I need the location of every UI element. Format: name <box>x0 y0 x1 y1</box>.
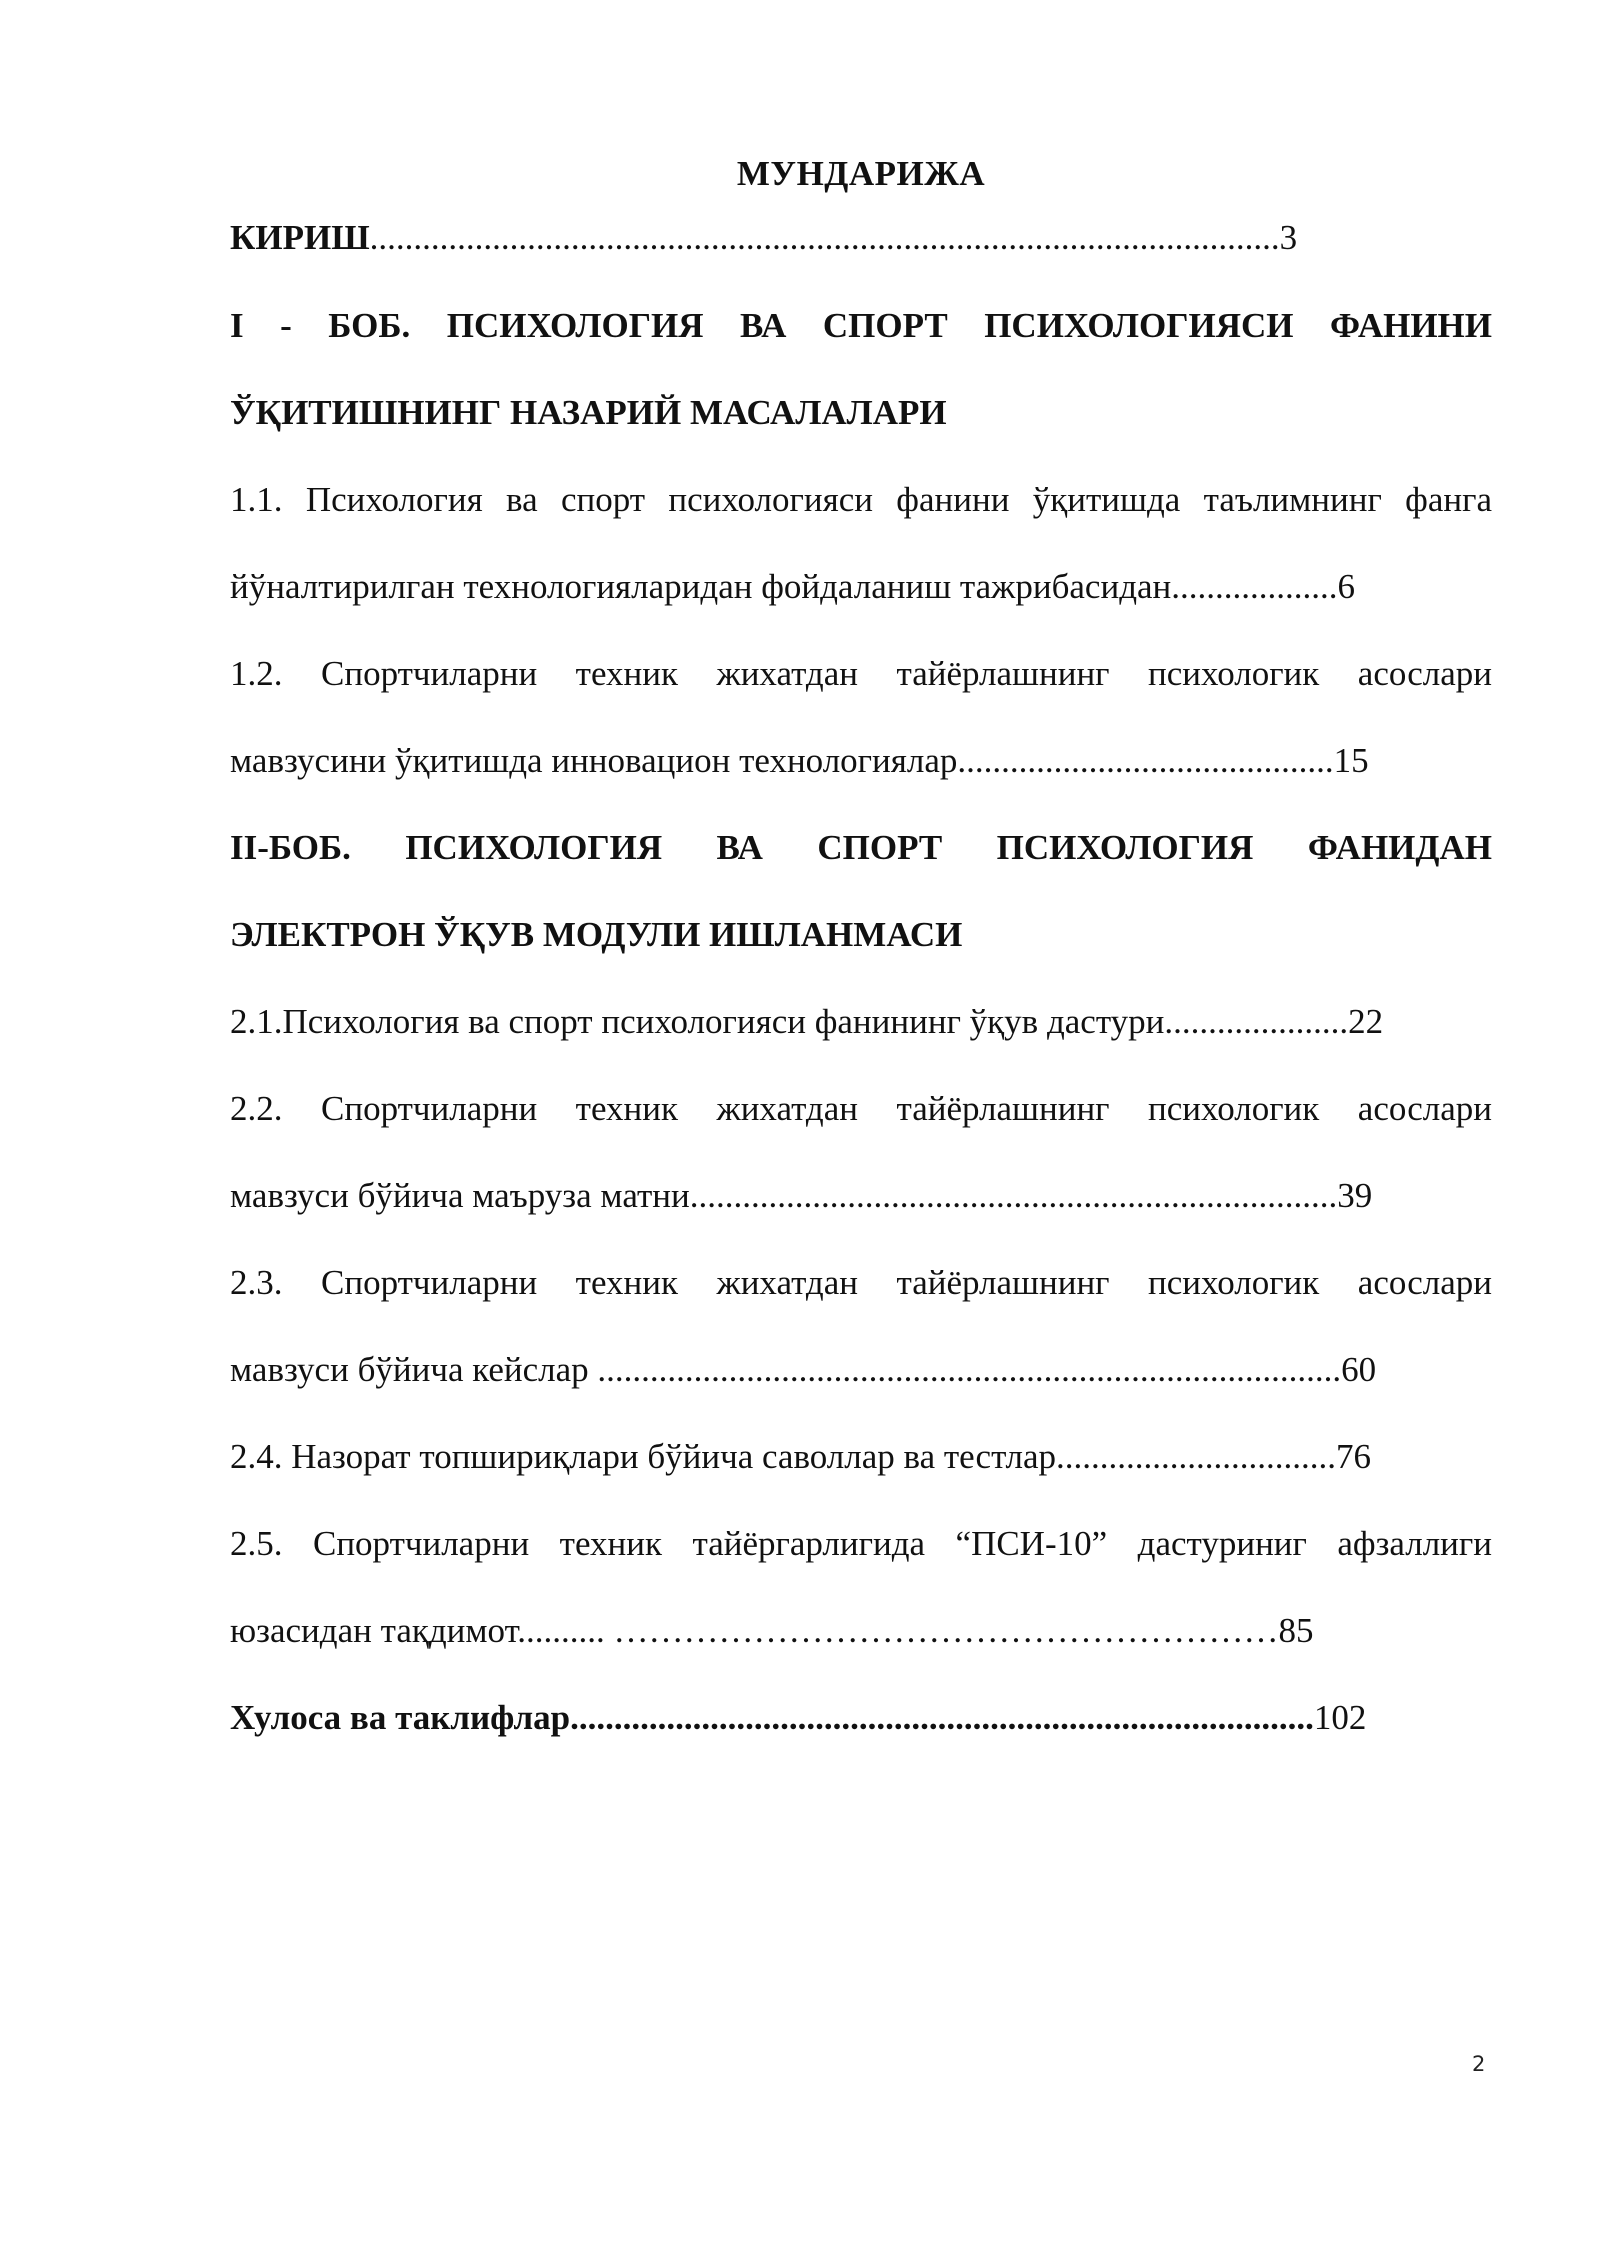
toc-entry-1-2-line1: 1.2. Спортчиларни техник жихатдан тайёрлашнинг психологик асослари <box>230 654 1492 693</box>
document-page <box>230 0 1492 2262</box>
toc-entry-2-3-line2: мавзуси бўйича кейслар .....................................................................................60 <box>230 1350 1377 1389</box>
toc-entry-conclusion <box>230 1696 1366 1740</box>
toc-entry-introduction <box>230 216 1297 260</box>
toc-entry-1-2-line2: мавзусини ўқитишда инновацион технологиялар...........................................15 <box>230 741 1369 780</box>
toc-title: МУНДАРИЖА <box>736 154 986 193</box>
toc-entry-1-1-line1: 1.1. Психология ва спорт психологияси фанини ўқитишда таълимнинг фанга <box>230 480 1492 519</box>
toc-entry-conclusion-page: 102 <box>1313 1698 1367 1737</box>
toc-entry-2-2-line2: мавзуси бўйича маъруза матни..........................................................................39 <box>230 1176 1373 1215</box>
toc-entry-conclusion-label: Хулоса ва таклифлар..................................................................................... <box>230 1698 1314 1737</box>
toc-entry-introduction-dots: ........................................................................................................ <box>369 218 1280 257</box>
toc-entry-2-5-line1: 2.5. Спортчиларни техник тайёргарлигида “ПСИ-10” дастуриниг афзаллиги <box>230 1524 1492 1563</box>
toc-entry-2-5-line2: юзасидан тақдимот.......... …………………………………………………85 <box>230 1611 1314 1650</box>
toc-chapter-2-heading-line2: ЭЛЕКТРОН ЎҚУВ МОДУЛИ ИШЛАНМАСИ <box>230 915 963 954</box>
page-number: 2 <box>1472 2052 1486 2076</box>
toc-entry-2-2-line1: 2.2. Спортчиларни техник жихатдан тайёрлашнинг психологик асослари <box>230 1089 1492 1128</box>
toc-entry-2-3-line1: 2.3. Спортчиларни техник жихатдан тайёрлашнинг психологик асослари <box>230 1263 1492 1302</box>
toc-entry-introduction-label: КИРИШ <box>230 218 370 257</box>
toc-entry-2-1: 2.1.Психология ва спорт психологияси фанининг ўқув дастури.....................22 <box>230 1002 1384 1041</box>
toc-entry-introduction-page: 3 <box>1279 218 1298 257</box>
toc-entry-1-1-line2: йўналтирилган технологияларидан фойдаланиш тажрибасидан...................6 <box>230 567 1356 606</box>
toc-entry-2-4: 2.4. Назорат топшириқлари бўйича саволлар ва тестлар................................76 <box>230 1437 1372 1476</box>
toc-chapter-1-heading-line1: I - БОБ. ПСИХОЛОГИЯ ВА СПОРТ ПСИХОЛОГИЯСИ ФАНИНИ <box>230 306 1492 345</box>
toc-chapter-2-heading-line1: II-БОБ. ПСИХОЛОГИЯ ВА СПОРТ ПСИХОЛОГИЯ ФАНИДАН <box>230 828 1492 867</box>
toc-chapter-1-heading-line2: ЎҚИТИШНИНГ НАЗАРИЙ МАСАЛАЛАРИ <box>230 393 947 432</box>
